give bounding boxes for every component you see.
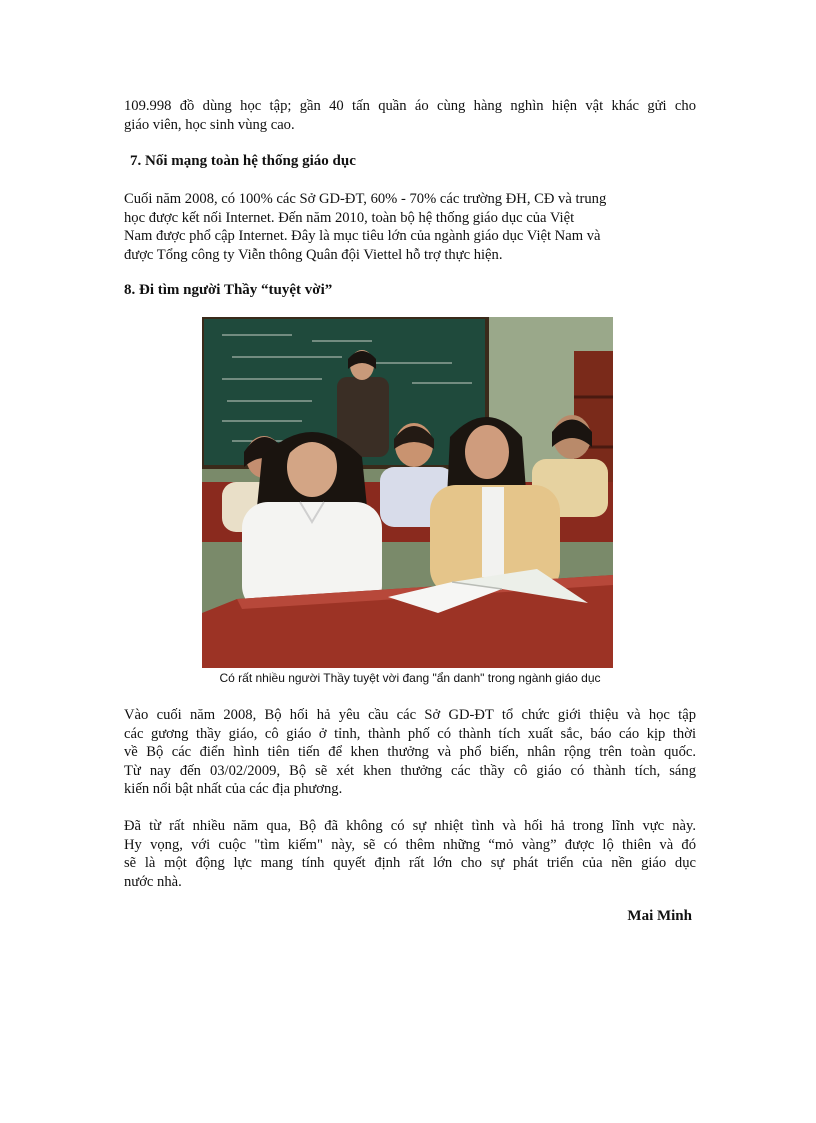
- section-8-line: Hy vọng, với cuộc "tìm kiếm" này, sẽ có thêm những “mỏ vàng” được lộ thiên và đó: [124, 836, 696, 853]
- section-8-line: kiến nổi bật nhất của các địa phương.: [124, 781, 343, 797]
- section-8-line: Đã từ rất nhiều năm qua, Bộ đã không có sự nhiệt tình và hối hả trong lĩnh vực này.: [124, 818, 696, 834]
- intro-line: giáo viên, học sinh vùng cao.: [124, 116, 295, 133]
- section-7-line: học được kết nối Internet. Đến năm 2010, toàn bộ hệ thống giáo dục của Việt: [124, 209, 575, 226]
- section-8-paragraph-2: [124, 817, 696, 891]
- author-signature: Mai Minh: [627, 908, 692, 924]
- section-7-line: Cuối năm 2008, có 100% các Sở GD-ĐT, 60% - 70% các trường ĐH, CĐ và trung: [124, 191, 607, 207]
- photo-caption: Có rất nhiều người Thầy tuyệt vời đang "ẩn danh" trong ngành giáo dục: [219, 671, 601, 685]
- intro-line: 109.998 đồ dùng học tập; gần 40 tấn quần áo cùng hàng nghìn hiện vật khác gửi cho: [124, 98, 696, 114]
- section-7-line: Nam được phổ cập Internet. Đây là mục tiêu lớn của ngành giáo dục Việt Nam và: [124, 228, 601, 244]
- section-7-heading: 7. Nối mạng toàn hệ thống giáo dục: [130, 153, 356, 169]
- section-8-line: Vào cuối năm 2008, Bộ hối hả yêu cầu các Sở GD-ĐT tổ chức giới thiệu và học tập: [124, 707, 696, 723]
- section-7-line: được Tổng công ty Viễn thông Quân đội Viettel hỗ trợ thực hiện.: [124, 246, 503, 263]
- section-8-line: sẽ là một động lực mang tính quyết định rất lớn cho sự phát triển của nền giáo dục: [124, 855, 696, 871]
- section-8-line: các gương thầy giáo, cô giáo ở tỉnh, thành phố có thành tích xuất sắc, báo cáo kịp thời: [124, 725, 696, 742]
- classroom-photo-illustration: [202, 317, 613, 668]
- section-7-paragraph: [124, 190, 696, 264]
- section-8-heading: 8. Đi tìm người Thầy “tuyệt vời”: [124, 282, 333, 298]
- section-8-line: Từ nay đến 03/02/2009, Bộ sẽ xét khen thưởng các thầy cô giáo có thành tích, sáng: [124, 762, 696, 779]
- section-8-line: nước nhà.: [124, 873, 182, 890]
- section-8-line: về Bộ các điển hình tiên tiến để khen thưởng và phổ biến, nhân rộng trên toàn quốc.: [124, 744, 696, 760]
- section-8-paragraph-1: [124, 706, 696, 799]
- classroom-photo: [202, 317, 613, 668]
- intro-paragraph: [124, 97, 696, 134]
